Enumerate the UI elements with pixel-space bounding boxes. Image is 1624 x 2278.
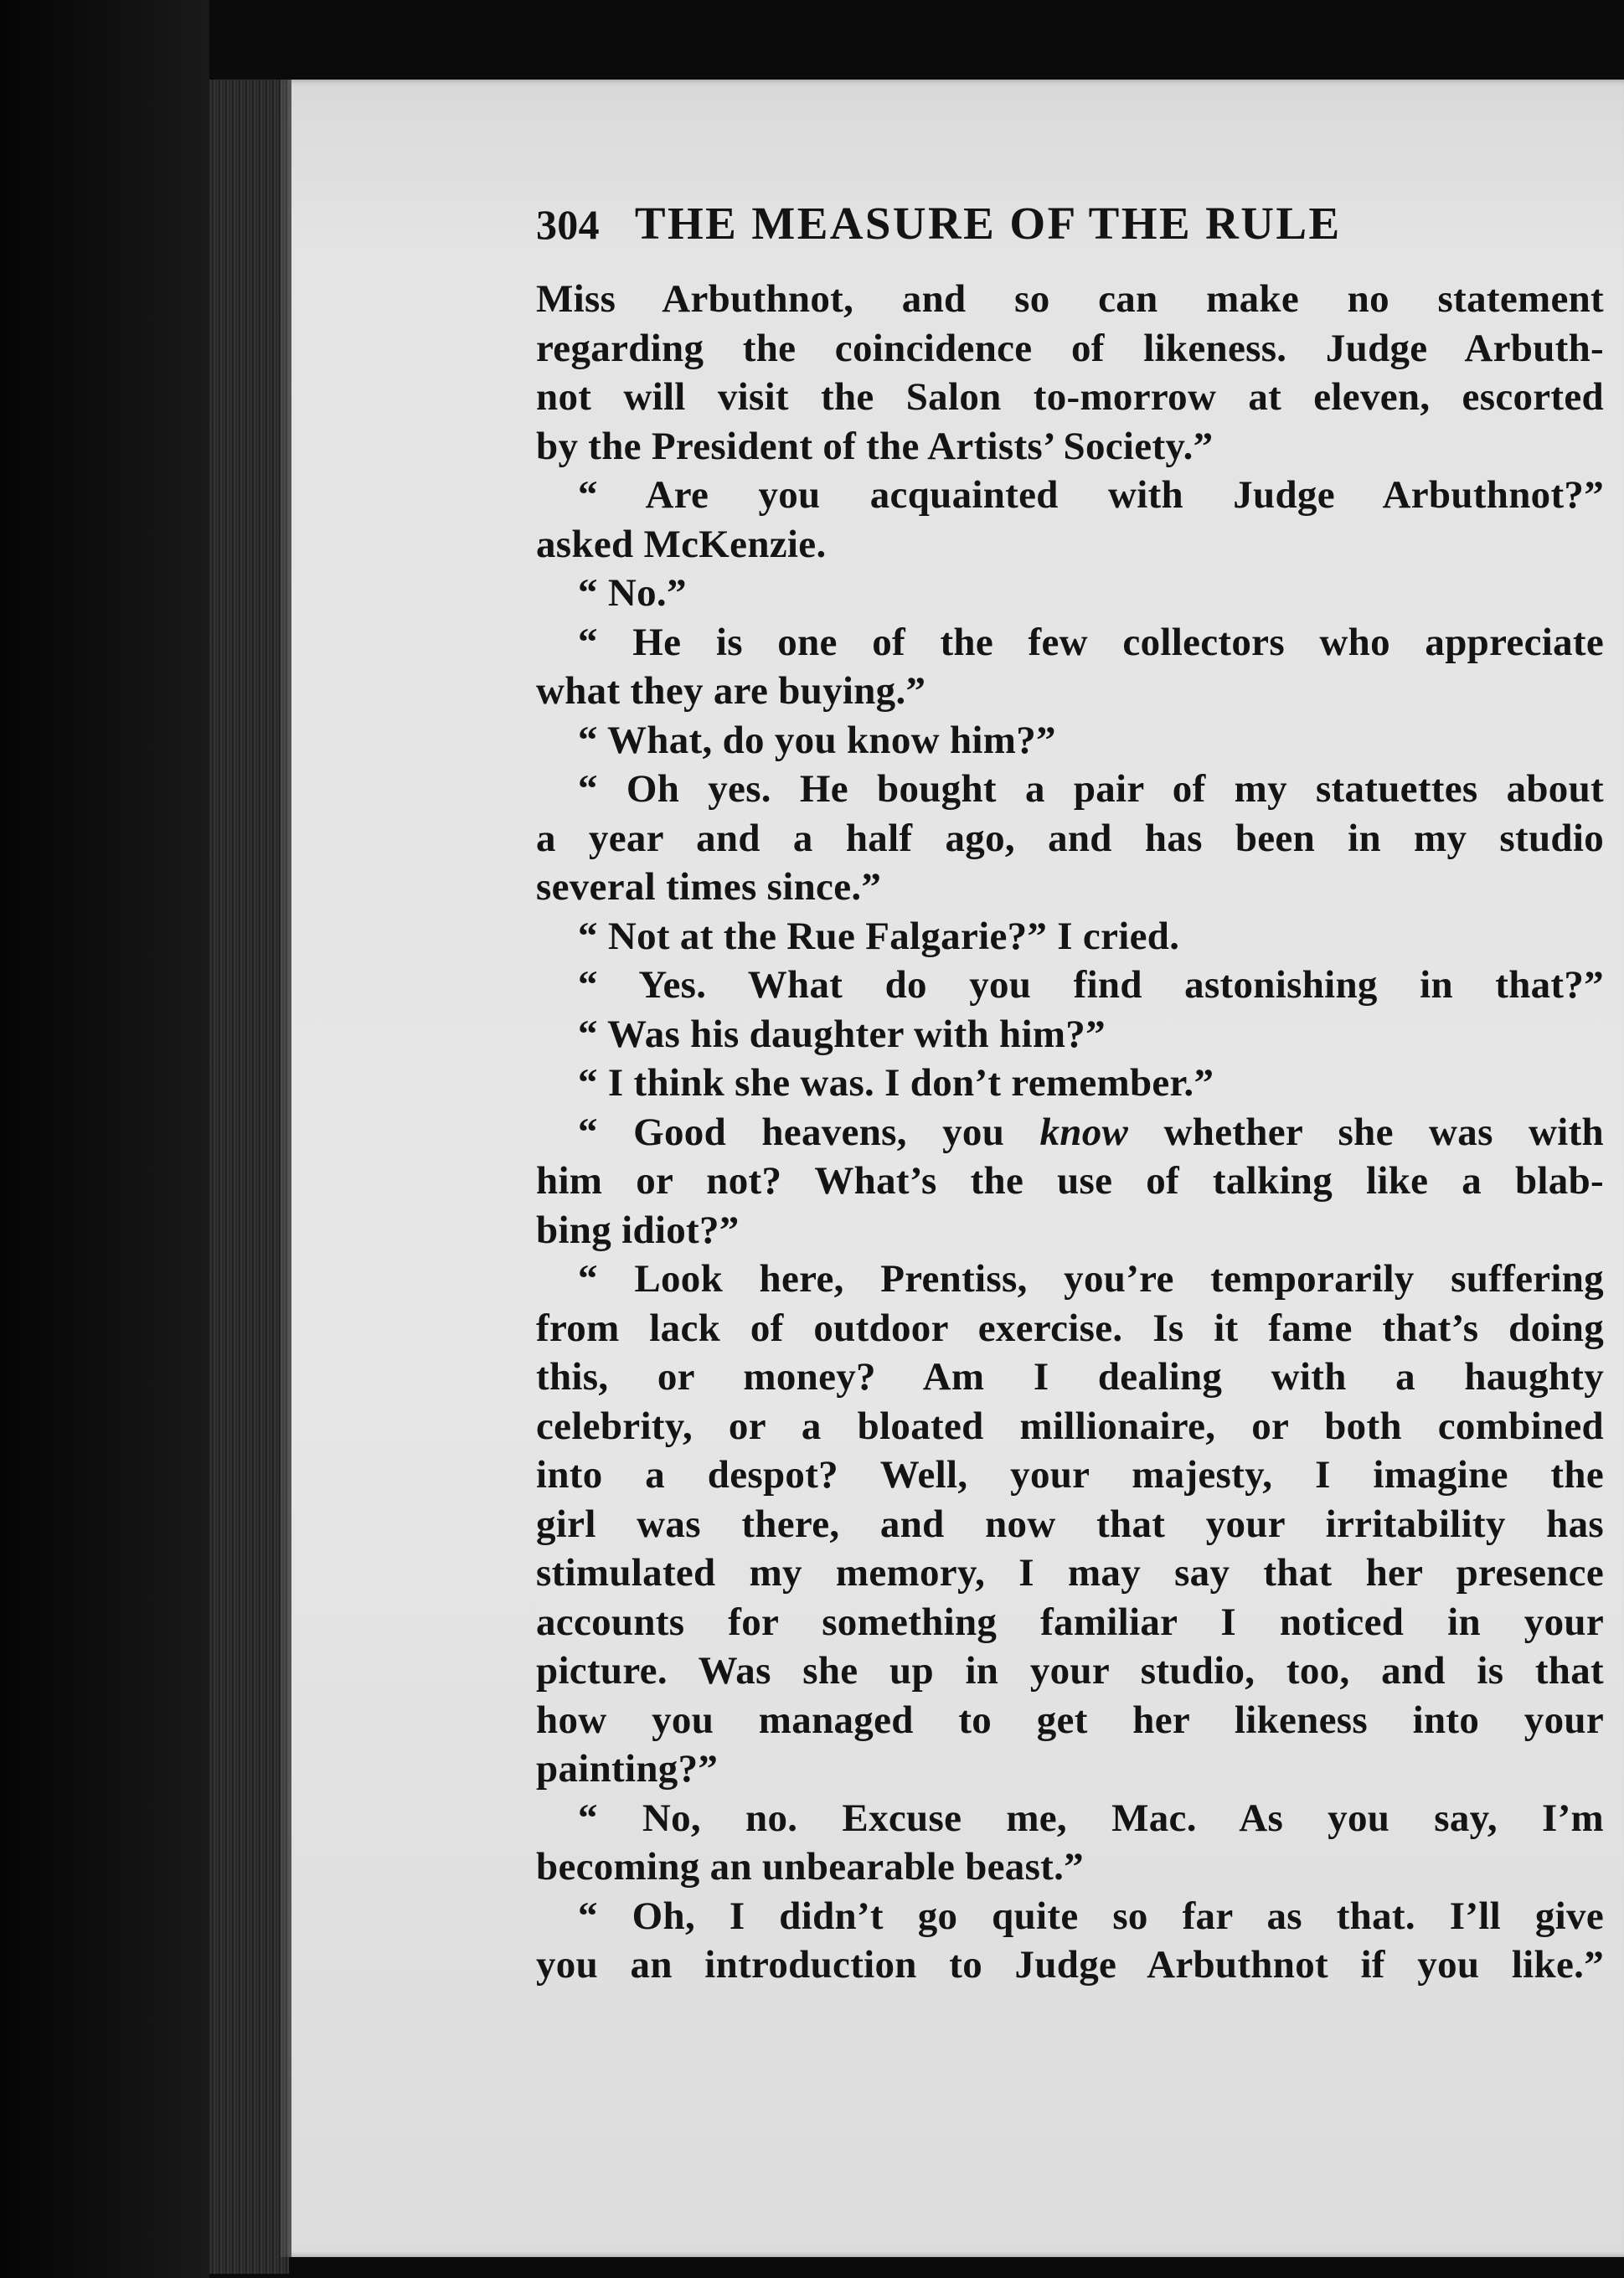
text-line: several times since.” xyxy=(536,865,882,909)
text-line: “ Was his daughter with him?” xyxy=(578,1012,1106,1056)
text-line: how you managed to get her likeness into your xyxy=(536,1698,1604,1742)
text-line: becoming an unbearable beast.” xyxy=(536,1845,1084,1889)
text-line: by the President of the Artists’ Society.” xyxy=(536,424,1214,468)
text-line: not will visit the Salon to-morrow at eleven, escorted xyxy=(536,375,1604,419)
text-line: “ Oh, I didn’t go quite so far as that. I’ll give xyxy=(578,1894,1604,1938)
text-line: “ Oh yes. He bought a pair of my statuettes about xyxy=(578,767,1604,811)
text-line: painting?” xyxy=(536,1747,719,1791)
text-line: “ No.” xyxy=(578,571,687,615)
page-left-edge-line xyxy=(289,80,291,2257)
text-line: this, or money? Am I dealing with a haughty xyxy=(536,1355,1604,1399)
page-text-block xyxy=(536,199,1604,1990)
text-line: “ He is one of the few collectors who appreciate xyxy=(578,620,1604,664)
italic-emphasis: know xyxy=(1039,1110,1129,1154)
text-line: “ Look here, Prentiss, you’re temporarily suffering xyxy=(578,1257,1604,1301)
text-line: “ What, do you know him?” xyxy=(578,718,1056,762)
page-number: 304 xyxy=(536,201,600,248)
running-header xyxy=(536,199,1604,275)
text-line: “ No, no. Excuse me, Mac. As you say, I’m xyxy=(578,1796,1604,1840)
text-line: girl was there, and now that your irritability has xyxy=(536,1502,1604,1546)
text-line: a year and a half ago, and has been in my studio xyxy=(536,816,1604,860)
text-line: you an introduction to Judge Arbuthnot if you like.” xyxy=(536,1943,1604,1987)
text-line: “ Not at the Rue Falgarie?” I cried. xyxy=(578,914,1180,958)
text-line: regarding the coincidence of likeness. Judge Arbuth- xyxy=(536,326,1604,370)
text-line: stimulated my memory, I may say that her presence xyxy=(536,1551,1604,1595)
page-block-edge xyxy=(209,80,289,2274)
text-line: from lack of outdoor exercise. Is it fame that’s doing xyxy=(536,1306,1604,1350)
text-line: picture. Was she up in your studio, too, and is that xyxy=(536,1649,1604,1693)
text-line: bing idiot?” xyxy=(536,1208,740,1252)
text-line: celebrity, or a bloated millionaire, or both combined xyxy=(536,1404,1604,1448)
text-line: Miss Arbuthnot, and so can make no statement xyxy=(536,277,1604,321)
text-line: what they are buying.” xyxy=(536,669,926,713)
text-line: asked McKenzie. xyxy=(536,522,827,566)
text-line: “ I think she was. I don’t remember.” xyxy=(578,1061,1214,1105)
book-spine-shadow xyxy=(0,0,209,2278)
text-line: accounts for something familiar I noticed in your xyxy=(536,1600,1604,1644)
text-line: “ Yes. What do you find astonishing in that?” xyxy=(578,963,1604,1007)
text-line: him or not? What’s the use of talking like a blab- xyxy=(536,1159,1604,1203)
body-text xyxy=(536,275,1604,1990)
text-line: “ Good heavens, you know whether she was with xyxy=(578,1110,1604,1154)
text-line: into a despot? Well, your majesty, I imagine the xyxy=(536,1453,1604,1497)
running-title: THE MEASURE OF THE RULE xyxy=(634,198,1342,249)
text-line: “ Are you acquainted with Judge Arbuthnot?” xyxy=(578,473,1604,517)
